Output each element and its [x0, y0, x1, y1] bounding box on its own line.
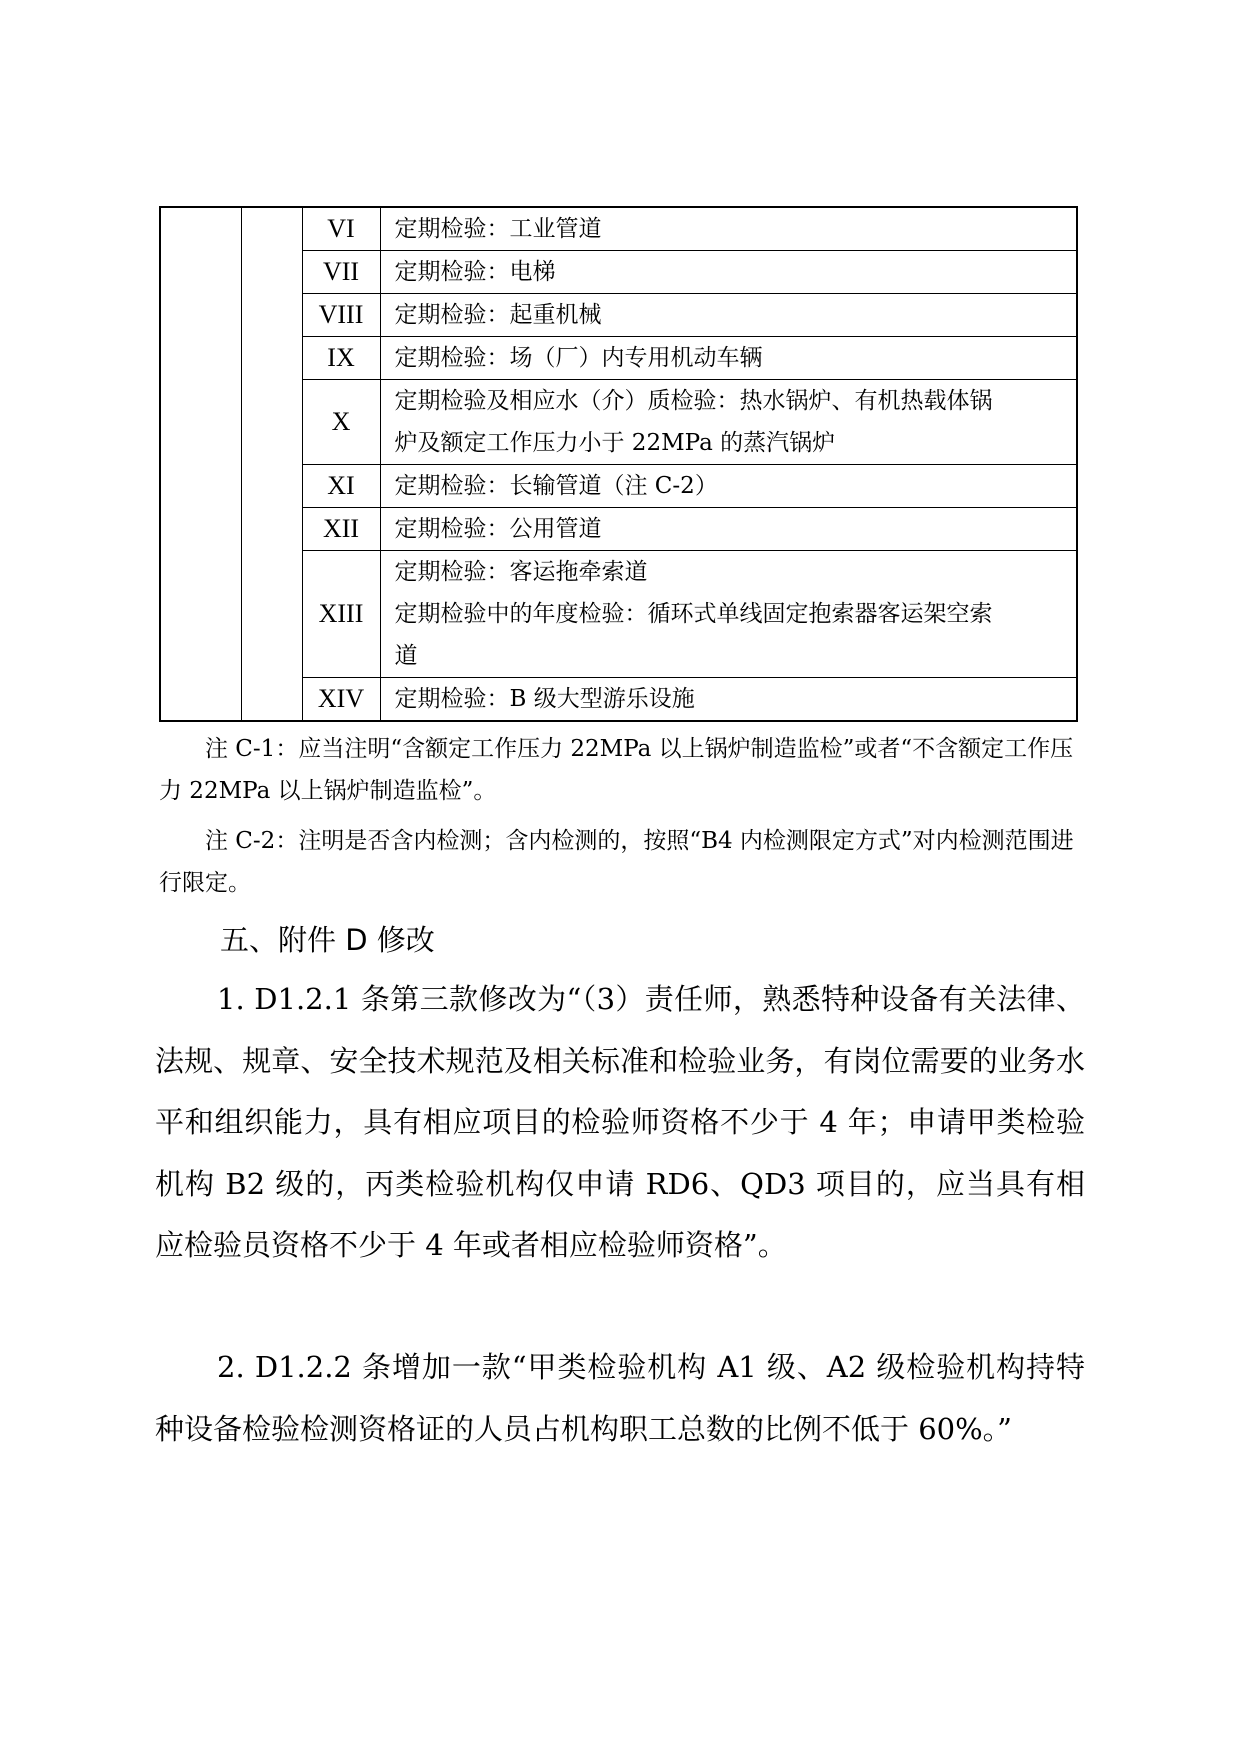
row-code: XIII — [302, 551, 380, 678]
row-description: 定期检验：客运拖牵索道 定期检验中的年度检验：循环式单线固定抱索器客运架空索 道 — [380, 551, 1077, 678]
row-description: 定期检验：B 级大型游乐设施 — [380, 678, 1077, 722]
inspection-scope-table — [159, 206, 1078, 722]
row-code: IX — [302, 337, 380, 380]
row-code: VII — [302, 251, 380, 294]
row-code: VI — [302, 207, 380, 251]
note-c1: 注 C-1：应当注明“含额定工作压力 22MPa 以上锅炉制造监检”或者“不含额定工作压力 22MPa 以上锅炉制造监检”。 — [159, 736, 1074, 804]
row-code: XI — [302, 465, 380, 508]
row-code: VIII — [302, 294, 380, 337]
row-description: 定期检验：场（厂）内专用机动车辆 — [380, 337, 1077, 380]
paragraph-d122: 2. D1.2.2 条增加一款“甲类检验机构 A1 级、A2 级检验机构持特种设备检验检测资格证的人员占机构职工总数的比例不低于 60%。” — [155, 1350, 1085, 1446]
row-description: 定期检验：长输管道（注 C-2） — [380, 465, 1077, 508]
row-code: X — [302, 380, 380, 465]
row-description: 定期检验：电梯 — [380, 251, 1077, 294]
paragraph-d121: 1. D1.2.1 条第三款修改为“（3）责任师，熟悉特种设备有关法律、法规、规章、安全技术规范及相关标准和检验业务，有岗位需要的业务水平和组织能力，具有相应项目的检验师资格不少于 4 年；申请甲类检验机构 B2 级的，丙类检验机构仅申请 RD6、QD3 项目的，应当具有相应检验员资格不少于 4 年或者相应检验师资格”。 — [155, 982, 1085, 1262]
row-code: XIV — [302, 678, 380, 722]
row-description: 定期检验：公用管道 — [380, 508, 1077, 551]
blank-column-1 — [160, 207, 241, 721]
note-c2: 注 C-2：注明是否含内检测；含内检测的，按照“B4 内检测限定方式”对内检测范围进行限定。 — [159, 828, 1074, 896]
row-description: 定期检验：工业管道 — [380, 207, 1077, 251]
table-row — [160, 207, 1077, 251]
row-description: 定期检验：起重机械 — [380, 294, 1077, 337]
row-code: XII — [302, 508, 380, 551]
section-heading: 五、附件 D 修改 — [220, 923, 435, 957]
blank-column-2 — [241, 207, 302, 721]
row-description: 定期检验及相应水（介）质检验：热水锅炉、有机热载体锅 炉及额定工作压力小于 22MPa 的蒸汽锅炉 — [380, 380, 1077, 465]
